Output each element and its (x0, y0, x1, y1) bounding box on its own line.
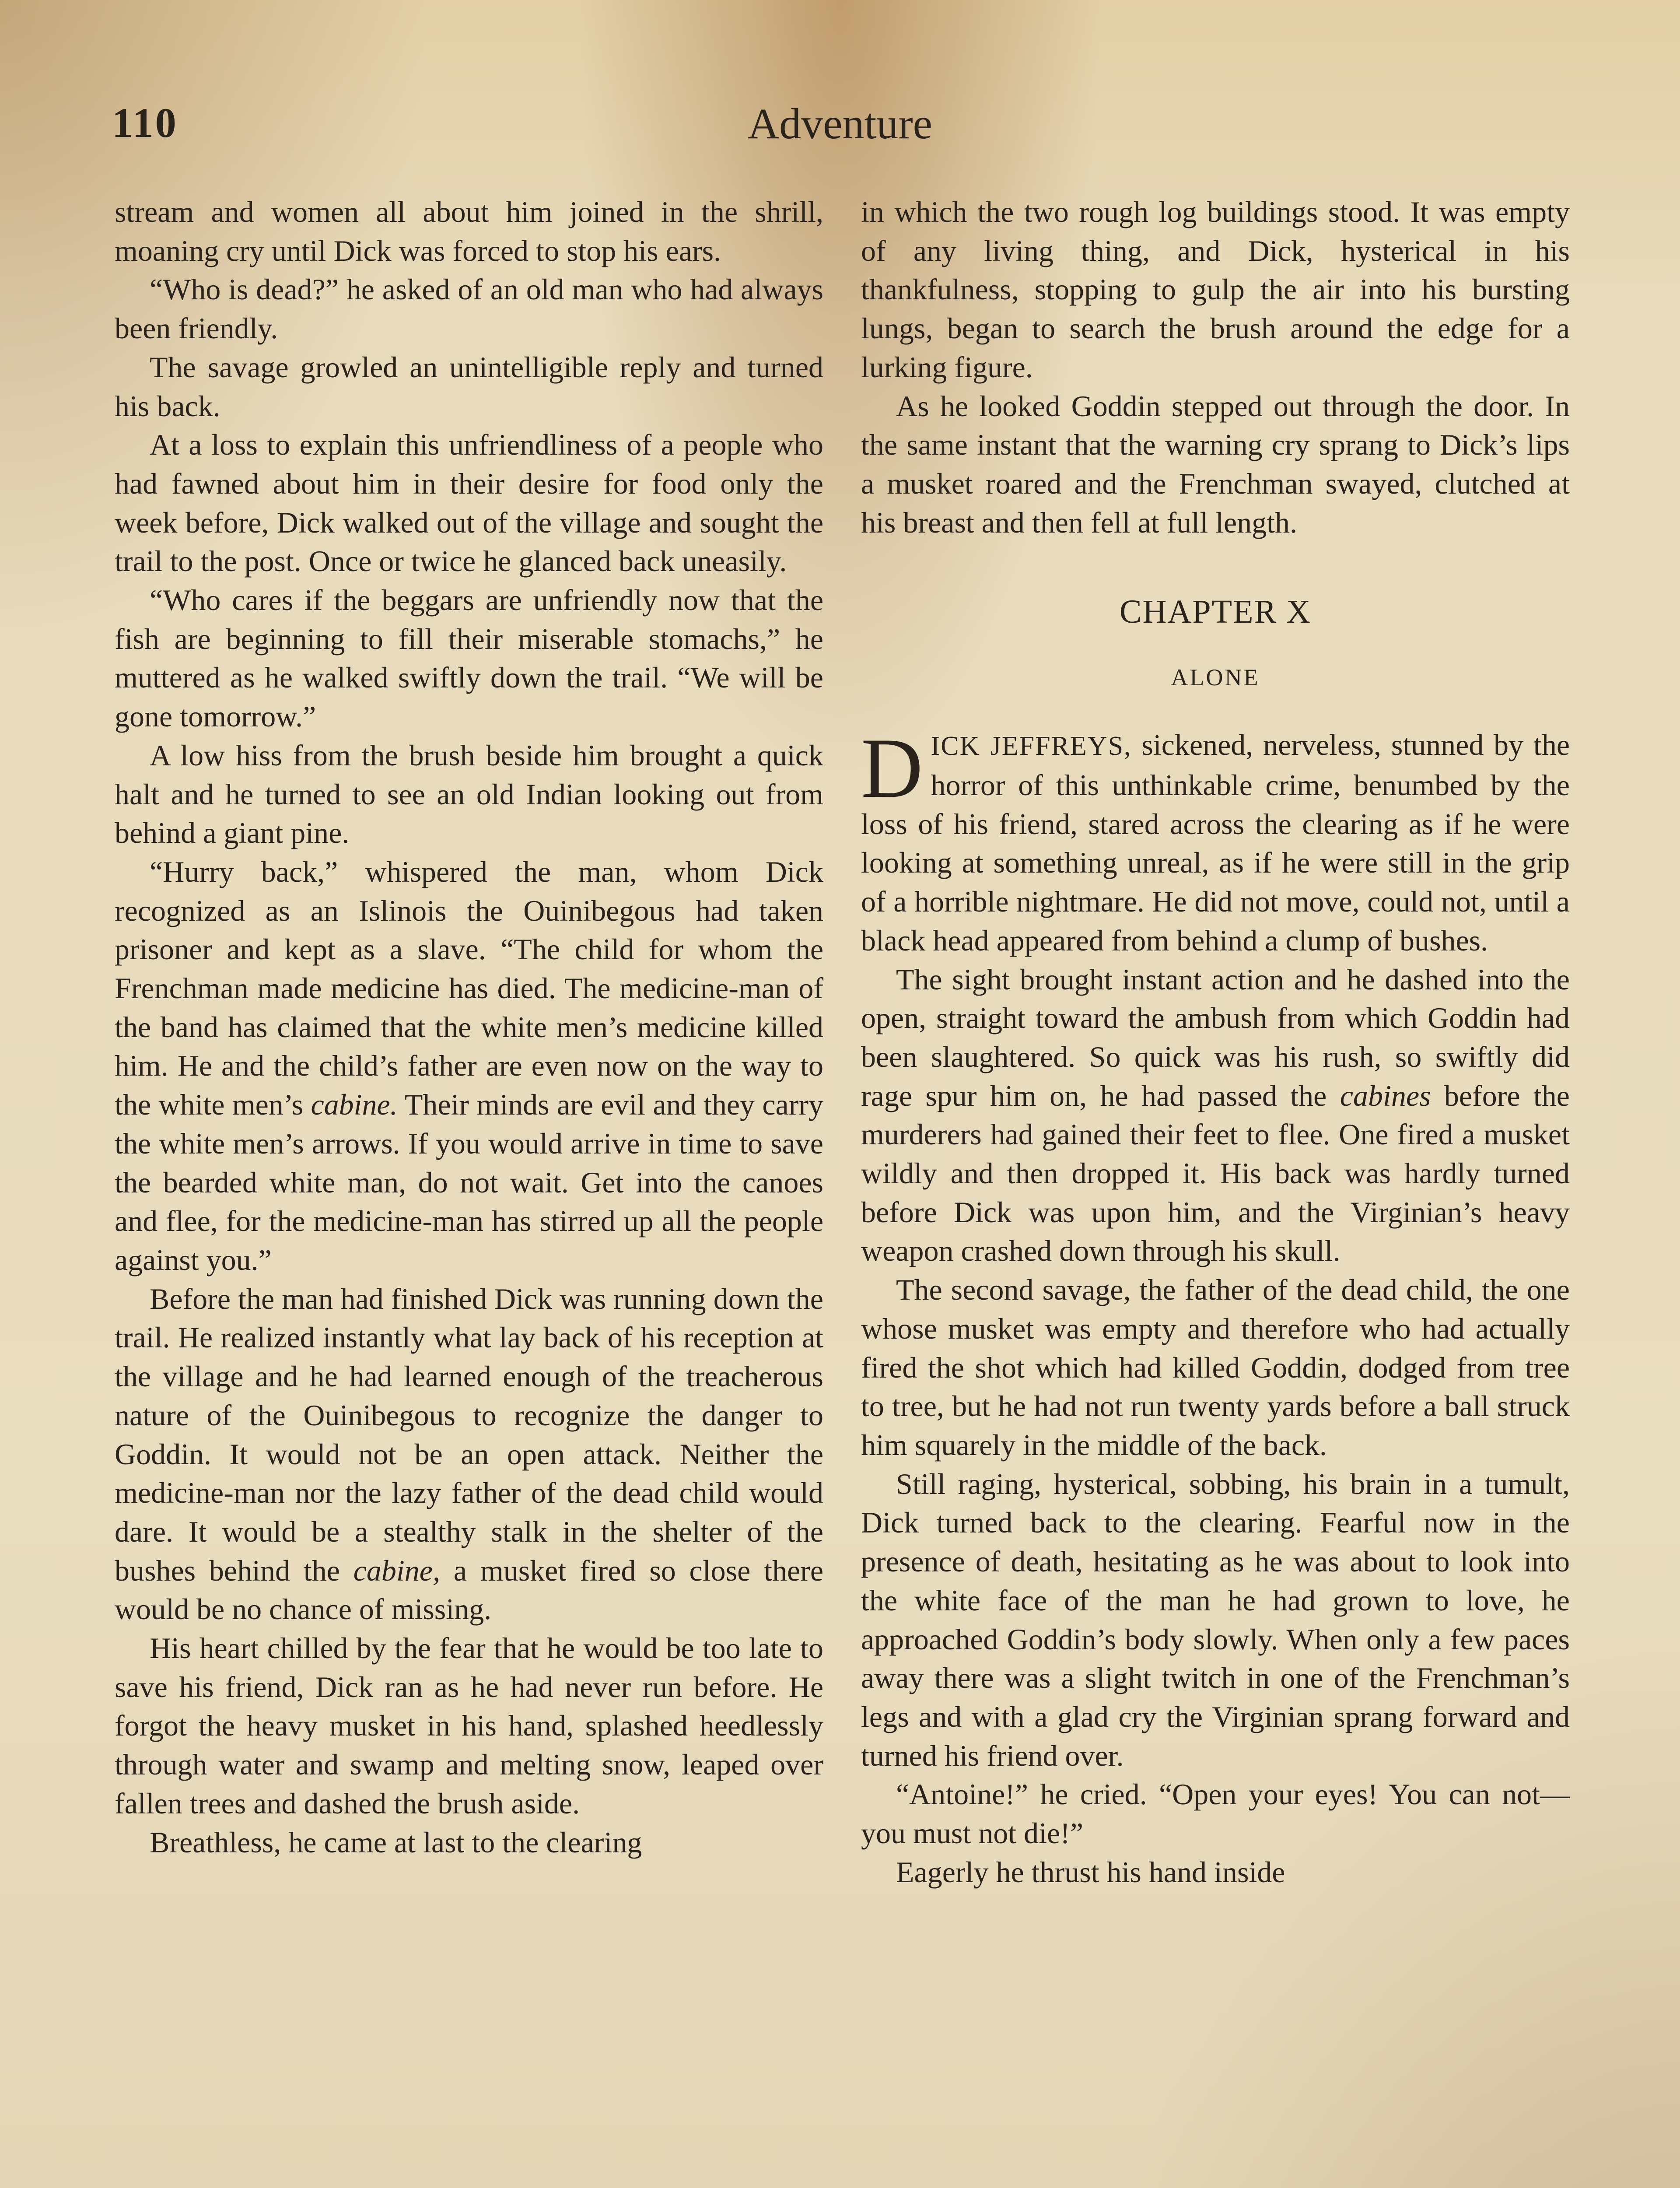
paragraph (115, 852, 823, 1280)
text-run: a musket fired so close there would be no chance of missing. (115, 1553, 823, 1626)
text-run: Their minds are evil and they carry the white men’s arrows. If you would arrive in time to save the bearded white man, do not wait. Get into the canoes and flee, for the medicine-man has stirred up all the people against you.” (115, 1088, 823, 1276)
paragraph: At a loss to explain this unfriendliness of a people who had fawned about him in their desire for food only the week before, Dick walked out of the village and sought the trail to the post. Once or twice he glanced back uneasily. (115, 428, 823, 578)
italic-word: cabine, (353, 1553, 440, 1587)
page-header (112, 98, 1568, 155)
chapter-subtitle: ALONE (1171, 664, 1260, 691)
left-column (115, 193, 823, 1862)
small-caps-name: ICK JEFFREYS, (931, 731, 1132, 761)
paragraph: The second savage, the father of the dead child, the one whose musket was empty and therefore who had actually fired the shot which had killed Goddin, dodged from tree to tree, but he had not run twenty yards before a ball struck him squarely in the middle of the back. (861, 1273, 1570, 1462)
text-run: “Hurry back,” whispered the man, whom Dick recognized as an Islinois the Ouinibegous had taken prisoner and kept as a slave. “The child for whom the Frenchman made medicine has died. The medicine-man of the band has claimed that the white men’s medicine killed him. He and the child’s father are even now on the way to the white men’s (115, 855, 823, 1122)
page-number: 110 (112, 99, 178, 146)
paragraph: “Who is dead?” he asked of an old man who had always been friendly. (115, 273, 823, 345)
text-run: The sight brought instant action and he dashed into the open, straight toward the ambush from which Goddin had been slaughtered. So quick was his rush, so swiftly did rage spur him on, he had passed the (861, 962, 1570, 1112)
paragraph: Breathless, he came at last to the clearing (150, 1825, 642, 1859)
paragraph (861, 960, 1570, 1271)
paragraph: Still raging, hysterical, sobbing, his brain in a tumult, Dick turned back to the clearing. Fearful now in the presence of death, hesitating as he was about to look into the white face of the man he had grown to love, he approached Goddin’s body slowly. When only a few paces away there was a slight twitch in one of the Frenchman’s legs and with a glad cry the Virginian sprang forward and turned his friend over. (861, 1467, 1570, 1772)
paragraph: “Who cares if the beggars are unfriendly now that the fish are beginning to fill their miserable stomachs,” he muttered as he walked swiftly down the trail. “We will be gone tomorrow.” (115, 583, 823, 733)
text-run: sickened, nerveless, stunned by the horror of this unthinkable crime, benumbed by the loss of his friend, stared across the clearing as if he were looking at something unreal, as if he were still in the grip of a horrible nightmare. He did not move, could not, until a black head appeared from behind a clump of bushes. (861, 728, 1570, 957)
paragraph: “Antoine!” he cried. “Open your eyes! You can not—you must not die!” (861, 1778, 1570, 1850)
paragraph: Eagerly he thrust his hand inside (896, 1855, 1285, 1889)
paragraph: The savage growled an unintelligible reply and turned his back. (115, 350, 823, 423)
paragraph (115, 1280, 823, 1629)
paragraph: His heart chilled by the fear that he would be too late to save his friend, Dick ran as he had never run before. He forgot the heavy musket in his hand, splashed heedlessly through water and swamp and melting snow, leaped over fallen trees and dashed the brush aside. (115, 1631, 823, 1820)
paragraph: stream and women all about him joined in the shrill, moaning cry until Dick was forced to stop his ears. (115, 195, 823, 267)
italic-word: cabine. (311, 1088, 398, 1122)
drop-cap: D (861, 721, 923, 816)
chapter-title: CHAPTER X (1119, 593, 1312, 631)
text-run: Before the man had finished Dick was running down the trail. He realized instantly what lay back of his reception at the village and he had learned enough of the treacherous nature of the Ouinibegous to recognize the danger to Goddin. It would not be an open attack. Neither the medicine-man nor the lazy father of the dead child would dare. It would be a stealthy stalk in the shelter of the bushes behind the (115, 1282, 823, 1587)
right-column (861, 193, 1570, 1891)
paragraph (861, 721, 1570, 960)
paragraph: As he looked Goddin stepped out through the door. In the same instant that the warning cry sprang to Dick’s lips a musket roared and the Frenchman swayed, clutched at his breast and then fell at full length. (861, 389, 1570, 539)
paragraph: in which the two rough log buildings stood. It was empty of any living thing, and Dick, hysterical in his thankfulness, stopping to gulp the air into his bursting lungs, began to search the brush around the edge for a lurking figure. (861, 195, 1570, 384)
running-title: Adventure (747, 99, 933, 148)
paragraph: A low hiss from the brush beside him brought a quick halt and he turned to see an old Indian looking out from behind a giant pine. (115, 738, 823, 850)
text-run: before the murderers had gained their feet to flee. One fired a musket wildly and then dropped it. His back was hardly turned before Dick was upon him, and the Virginian’s heavy weapon crashed down through his skull. (861, 1079, 1570, 1268)
italic-word: cabines (1340, 1079, 1431, 1112)
